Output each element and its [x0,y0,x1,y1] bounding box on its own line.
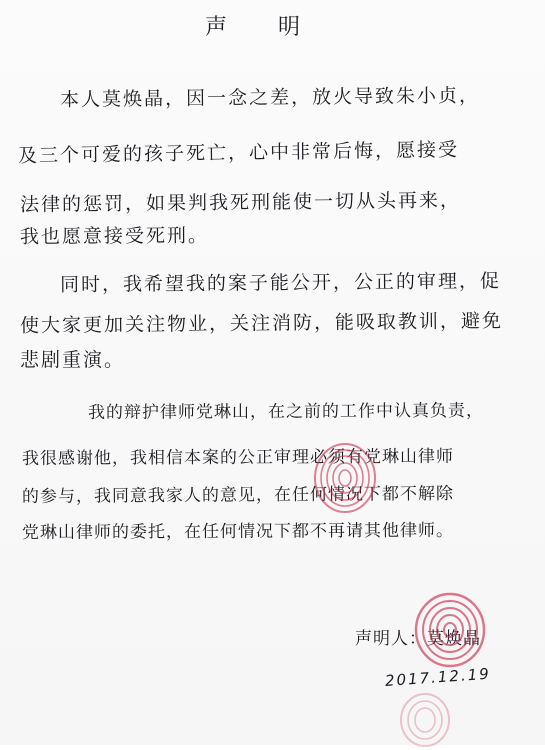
paragraph2-line2: 使大家更加关注物业，关注消防，能吸取教训，避免 [19,309,504,337]
signature-label: 声明人：莫焕晶 [355,629,481,649]
paragraph1-line2: 及三个可爱的孩子死亡，心中非常后悔，愿接受 [17,138,460,167]
signature-date: 2017.12.19 [384,664,492,690]
paragraph2-line3: 悲剧重演。 [20,349,126,371]
document-title: 声 明 [205,15,322,40]
fingerprint-mark-faint [395,690,455,750]
paragraph1-line3: 法律的惩罚，如果判我死刑能使一切从头再来， [19,189,462,216]
paragraph1-line4: 我也愿意接受死刑。 [19,224,210,248]
paragraph1-line1: 本人莫焕晶，因一念之差，放火导致朱小贞， [59,84,481,111]
paragraph3-line1: 我的辩护律师党琳山，在之前的工作中认真负责， [87,400,485,423]
paragraph3-line2: 我很感谢他，我相信本案的公正审理必须有党琳山律师 [21,446,455,469]
paragraph3-line3: 的参与，我同意我家人的意见，在任何情况下都不解除 [21,483,455,507]
paragraph3-line4: 党琳山律师的委托，在任何情况下都不再请其他律师。 [21,520,455,543]
paragraph2-line1: 同时，我希望我的案子能公开，公正的审理，促 [59,270,502,296]
